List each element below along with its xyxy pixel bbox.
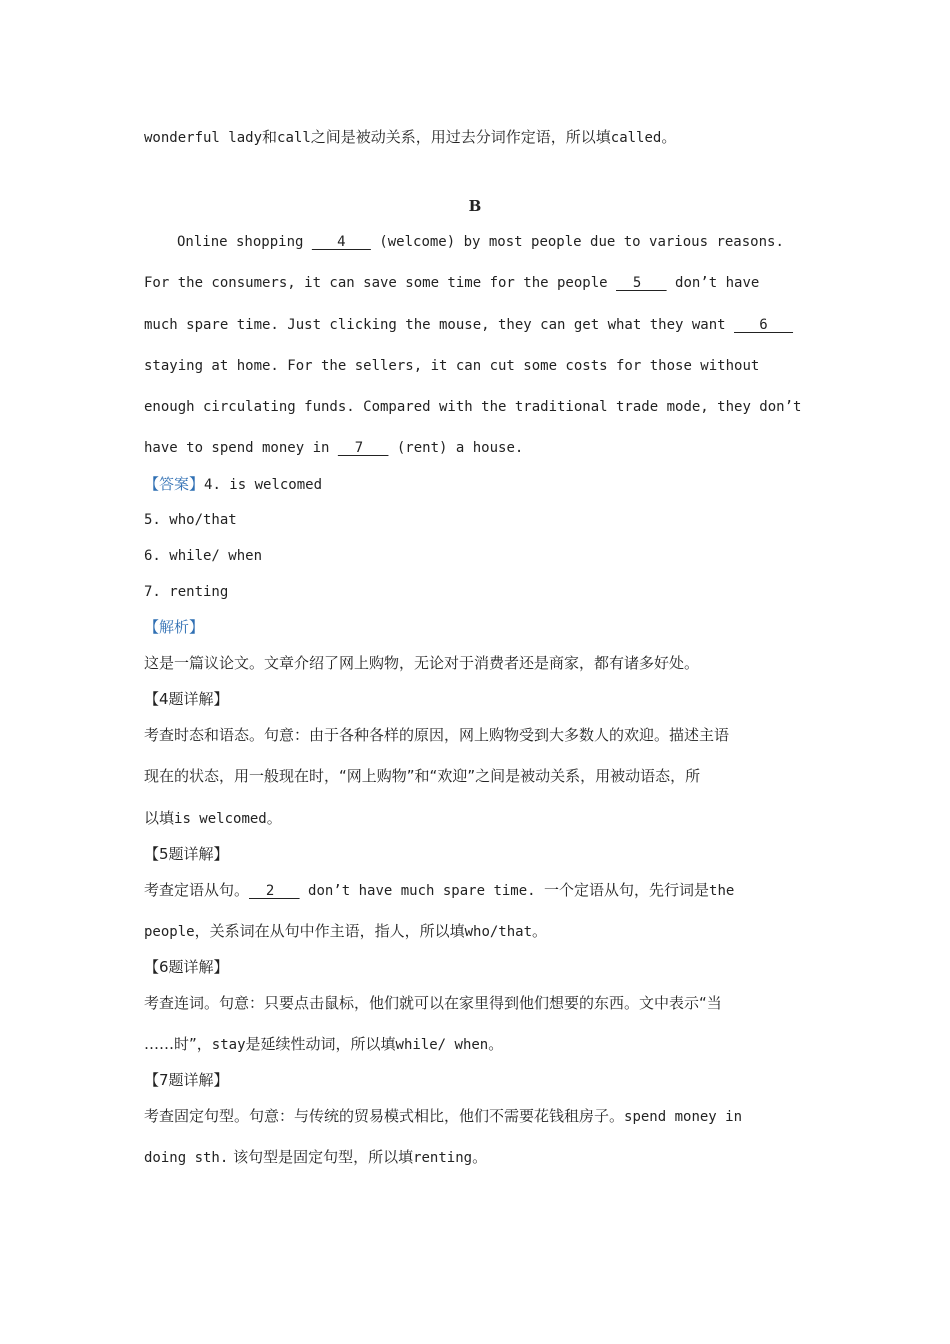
q5-blank-2: 2 <box>249 883 300 899</box>
q6-text: 是延续性动词，所以填 <box>245 1035 396 1053</box>
q7-text: doing sth. <box>144 1150 229 1166</box>
passage-text: Online shopping <box>177 234 312 250</box>
answer-4: 4. is welcomed <box>204 477 323 493</box>
answer-6: 6. while/ when <box>144 548 263 564</box>
q7-text: 该句型是固定句型，所以填 <box>228 1148 414 1166</box>
q6-heading: 【6题详解】 <box>144 958 229 976</box>
prev-explanation-line <box>144 127 676 148</box>
q7-text: spend money in <box>624 1109 743 1125</box>
prev-text-en2: call <box>277 130 311 146</box>
passage-text: don’t have <box>666 275 760 291</box>
prev-text-zh3: 。 <box>661 128 677 146</box>
q5-text: who/that <box>464 924 533 940</box>
answer-label: 【答案】 <box>144 475 205 493</box>
q6-text: stay <box>211 1037 246 1053</box>
q4-line-3 <box>144 808 282 829</box>
q4-text: 以填 <box>144 809 175 827</box>
blank-4: 4 <box>311 234 371 250</box>
passage-line-6 <box>144 438 523 458</box>
passage-line-2 <box>144 273 759 293</box>
q6-line-2 <box>144 1034 503 1055</box>
q7-text: 考查固定句型。句意：与传统的贸易模式相比，他们不需要花钱租房子。 <box>144 1107 625 1125</box>
q4-line-1: 考查时态和语态。句意：由于各种各样的原因，网上购物受到大多数人的欢迎。描述主语 <box>144 726 730 744</box>
analysis-summary: 这是一篇议论文。文章介绍了网上购物，无论对于消费者还是商家，都有诸多好处。 <box>144 654 700 672</box>
q5-text: ，关系词在从句中作主语，指人，所以填 <box>194 922 465 940</box>
q7-text: renting <box>413 1150 473 1166</box>
prev-text-zh2: 之间是被动关系，用过去分词作定语，所以填 <box>310 128 611 146</box>
q5-text: the <box>709 883 735 899</box>
section-title: B <box>468 197 482 215</box>
blank-7: 7 <box>337 440 389 456</box>
passage-line-5: enough circulating funds. Compared with the traditional trade mode, they don’t <box>144 399 802 415</box>
q4-text: is welcomed <box>174 811 267 827</box>
q7-line-2 <box>144 1147 487 1168</box>
q7-line-1 <box>144 1106 742 1127</box>
q4-text: 。 <box>266 809 282 827</box>
passage-text: much spare time. Just clicking the mouse, they can get what they want <box>144 317 735 333</box>
q6-text: 。 <box>488 1035 504 1053</box>
answer-7: 7. renting <box>144 584 229 600</box>
passage-text: (rent) a house. <box>388 440 524 456</box>
q6-text: while/ when <box>395 1037 489 1053</box>
passage-line-1 <box>177 232 784 252</box>
q5-heading: 【5题详解】 <box>144 845 229 863</box>
q5-line-1 <box>144 880 734 901</box>
q6-text: ……时”， <box>144 1035 212 1053</box>
q5-text: 一个定语从句，先行词是 <box>544 881 710 899</box>
q4-heading: 【4题详解】 <box>144 690 229 708</box>
blank-5: 5 <box>616 275 667 291</box>
q7-text: 。 <box>472 1148 488 1166</box>
q5-text: 考查定语从句。 <box>144 881 250 899</box>
q7-heading: 【7题详解】 <box>144 1071 229 1089</box>
blank-6: 6 <box>734 317 794 333</box>
passage-line-3 <box>144 315 793 335</box>
q4-line-2: 现在的状态，用一般现在时，“网上购物”和“欢迎”之间是被动关系，用被动语态，所 <box>144 767 701 785</box>
q6-line-1: 考查连词。句意：只要点击鼠标，他们就可以在家里得到他们想要的东西。文中表示“当 <box>144 994 722 1012</box>
q5-text: don’t have much spare time. <box>299 883 545 899</box>
prev-text-en1: wonderful lady <box>144 130 263 146</box>
answer-line-4 <box>144 474 322 495</box>
prev-text-zh1: 和 <box>262 128 278 146</box>
q5-line-2 <box>144 921 547 942</box>
analysis-label: 【解析】 <box>144 618 205 636</box>
passage-line-4: staying at home. For the sellers, it can cut some costs for those without <box>144 358 760 374</box>
q5-text: 。 <box>532 922 548 940</box>
passage-text: have to spend money in <box>144 440 338 456</box>
passage-text: (welcome) by most people due to various reasons. <box>370 234 784 250</box>
q5-text: people <box>144 924 195 940</box>
prev-text-en3: called <box>610 130 662 146</box>
passage-text: For the consumers, it can save some time for the people <box>144 275 617 291</box>
answer-5: 5. who/that <box>144 512 237 528</box>
